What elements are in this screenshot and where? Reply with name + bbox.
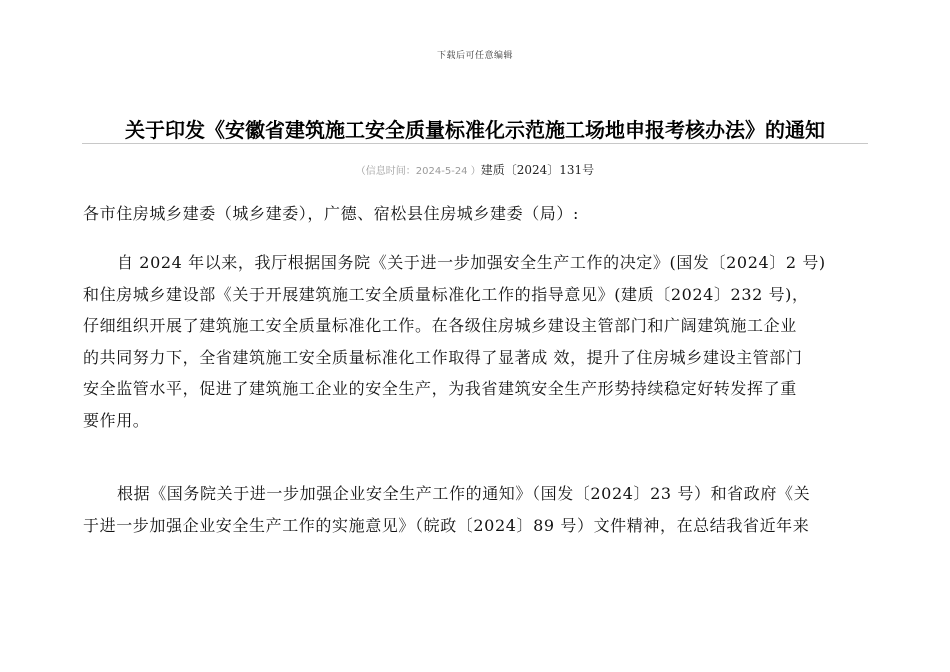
document-number: 建质〔2024〕131号 (480, 163, 595, 177)
header-note: 下载后可任意编辑 (436, 51, 513, 61)
paragraph-2 (83, 478, 868, 541)
paragraph-line: 和住房城乡建设部《关于开展建筑施工安全质量标准化工作的指导意见》(建质〔2024〕232 号)， (83, 284, 809, 304)
paragraph-line: 自 2024 年以来，我厅根据国务院《关于进一步加强安全生产工作的决定》(国发〔2024〕2 号) (117, 253, 826, 272)
info-time: （信息时间：2024-5-24 ） (355, 166, 481, 177)
salutation-line: 各市住房城乡建委（城乡建委），广德、宿松县住房城乡建委（局）: (83, 204, 579, 223)
paragraph-line: 仔细组织开展了建筑施工安全质量标准化工作。在各级住房城乡建设主管部门和广阔建筑施工企业 (83, 316, 797, 335)
paragraph-line: 于进一步加强企业安全生产工作的实施意见》（皖政〔2024〕89 号）文件精神，在总结我省近年来 (83, 515, 810, 535)
salutation (83, 198, 868, 230)
paragraph-line: 安全监管水平，促进了建筑施工企业的安全生产，为我省建筑安全生产形势持续稳定好转发挥了重 (83, 379, 797, 398)
document-meta (0, 161, 950, 178)
title-divider (82, 143, 868, 144)
paragraph-line: 根据《国务院关于进一步加强企业安全生产工作的通知》（国发〔2024〕23 号）和省政府《关 (117, 484, 811, 503)
paragraph-1 (83, 247, 868, 436)
document-title: 关于印发《安徽省建筑施工安全质量标准化示范施工场地申报考核办法》的通知 (125, 118, 825, 142)
paragraph-line: 的共同努力下，全省建筑施工安全质量标准化工作取得了显著成 效，提升了住房城乡建设主管部门 (83, 347, 803, 367)
paragraph-line: 要作用。 (83, 410, 150, 430)
